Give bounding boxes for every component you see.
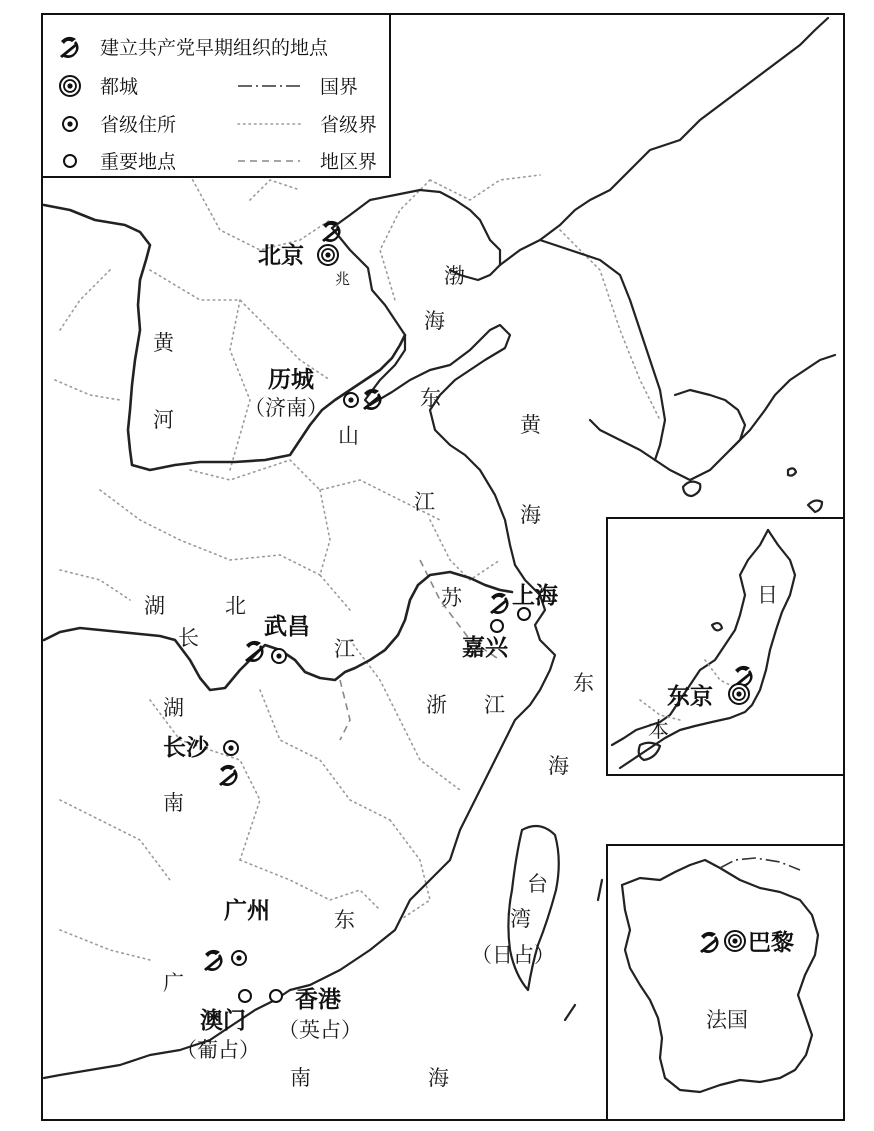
label-zhejiang-1: 浙 — [426, 693, 447, 717]
label-yellow-sea-2: 海 — [520, 503, 541, 527]
label-taiwan-2: 湾 — [510, 907, 531, 931]
hammer-sickle-icon — [245, 641, 264, 662]
legend-label-provincial-seat: 省级住所 — [100, 114, 177, 136]
city-beijing: 北京 — [258, 243, 304, 269]
label-zhao: 兆 — [335, 270, 351, 288]
legend-label-capital: 都城 — [100, 76, 139, 98]
city-guangzhou: 广州 — [224, 898, 270, 924]
city-licheng: 历城 — [268, 367, 314, 393]
label-guangdong-2: 东 — [334, 908, 355, 932]
provincial-seat-icon — [272, 649, 286, 663]
label-jiangsu-2: 苏 — [441, 586, 462, 610]
label-east-sea-1: 东 — [573, 671, 594, 695]
city-tokyo: 东京 — [667, 684, 713, 710]
capital-icon — [725, 931, 745, 951]
provincial-seat-icon — [232, 951, 246, 965]
label-yellow-sea-1: 黄 — [520, 413, 541, 437]
label-hunan-1: 湖 — [163, 696, 184, 720]
important-place-icon — [270, 990, 282, 1002]
label-hunan-2: 南 — [163, 791, 184, 815]
label-south-sea-2: 海 — [428, 1066, 449, 1090]
important-place-icon — [64, 155, 76, 167]
label-shandong-2: 东 — [420, 386, 441, 410]
hammer-sickle-icon — [490, 593, 509, 614]
important-place-icon — [518, 608, 530, 620]
legend-label-regional-border: 地区界 — [320, 151, 378, 173]
label-changjiang-1: 长 — [178, 626, 199, 650]
label-france: 法国 — [706, 1008, 748, 1032]
label-zhejiang-2: 江 — [484, 693, 505, 717]
label-guangdong-1: 广 — [163, 971, 184, 995]
label-south-sea-1: 南 — [290, 1066, 311, 1090]
label-shandong-1: 山 — [338, 424, 359, 448]
label-jiangsu-1: 江 — [414, 490, 435, 514]
label-taiwan-3: （日占） — [471, 943, 555, 967]
important-place-icon — [239, 990, 251, 1002]
city-jinan: （济南） — [244, 396, 328, 420]
label-japan-ben: 本 — [648, 718, 669, 742]
legend-label-national-border: 国界 — [320, 76, 359, 98]
city-jiaxing: 嘉兴 — [462, 635, 508, 661]
hammer-sickle-icon — [219, 765, 238, 786]
cities — [163, 221, 559, 1062]
france-inset — [607, 845, 844, 1120]
city-changsha: 长沙 — [163, 735, 209, 761]
legend-label-important-place: 重要地点 — [100, 151, 177, 173]
city-macau-note: （葡占） — [176, 1038, 260, 1062]
label-bohai-1: 渤 — [444, 264, 465, 288]
city-macau: 澳门 — [200, 1008, 246, 1034]
legend — [42, 14, 390, 177]
label-yellow-river-1: 黄 — [153, 331, 174, 355]
city-hongkong: 香港 — [295, 987, 341, 1013]
label-japan-ri: 日 — [757, 583, 778, 607]
capital-icon — [729, 684, 749, 704]
label-hubei-2: 北 — [225, 594, 246, 618]
city-paris: 巴黎 — [748, 930, 794, 956]
important-place-icon — [491, 620, 503, 632]
provincial-seat-icon — [224, 741, 238, 755]
legend-label-early-org: 建立共产党早期组织的地点 — [100, 37, 329, 59]
provincial-seat-icon — [63, 117, 77, 131]
label-east-sea-2: 海 — [548, 754, 569, 778]
capital-icon — [60, 76, 80, 96]
provincial-borders — [55, 175, 660, 960]
label-yellow-river-2: 河 — [153, 408, 174, 432]
hammer-sickle-icon — [204, 950, 223, 971]
japan-inset — [607, 518, 844, 775]
capital-icon — [318, 245, 338, 265]
city-shanghai: 上海 — [512, 583, 558, 609]
label-hubei-1: 湖 — [144, 594, 165, 618]
label-changjiang-2: 江 — [334, 637, 355, 661]
city-wuchang: 武昌 — [264, 614, 310, 640]
label-bohai-2: 海 — [424, 309, 445, 333]
provincial-seat-icon — [344, 393, 358, 407]
label-taiwan-1: 台 — [527, 872, 548, 896]
city-hongkong-note: （英占） — [278, 1018, 362, 1042]
legend-label-provincial-border: 省级界 — [320, 114, 378, 136]
